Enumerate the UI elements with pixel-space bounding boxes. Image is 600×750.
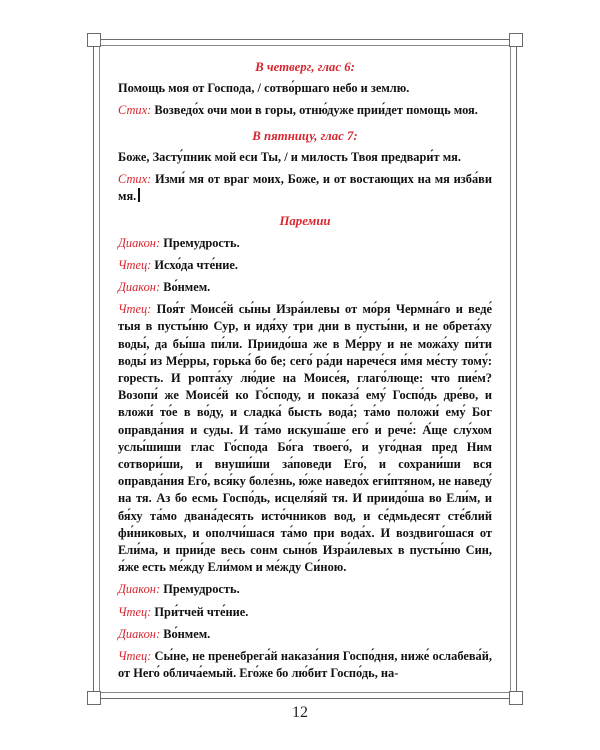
speaker-label: Диакон:: [118, 235, 161, 250]
friday-stich: [118, 171, 492, 205]
reading-text: При́тчей чте́ние.: [154, 604, 249, 619]
thursday-stich: [118, 102, 492, 119]
thursday-stich-text: Возведо́х очи мои в горы, отню́дуже прии́дет помощь моя.: [154, 103, 478, 118]
stich-label: Стих:: [118, 172, 152, 187]
frame-corner-ornament: [509, 33, 523, 47]
reading-text: Во́нмем.: [163, 626, 211, 641]
reading-line: [118, 626, 492, 643]
thursday-verse-text: Помощь моя от Господа, / сотво́ршаго небо и землю.: [118, 81, 410, 96]
thursday-verse: [118, 80, 492, 97]
speaker-label: Диакон:: [118, 280, 161, 295]
friday-stich-text: Изми́ мя от враг моих, Боже, и от востающих на мя изба́ви мя.: [118, 172, 492, 204]
friday-verse: [118, 149, 492, 166]
thursday-heading: В четверг, глас 6:: [255, 60, 355, 74]
friday-verse-text: Боже, Засту́пник мой еси Ты, / и милость Твоя предвари́т мя.: [118, 149, 461, 164]
speaker-label: Чтец:: [118, 604, 152, 619]
speaker-label: Чтец:: [118, 302, 152, 317]
reading-text: Поя́т Моисе́й сы́ны Изра́илевы от мо́ря Чермна́го и веде́ тыя в пусты́ню Сур, и идя́ху три дни в пусты́ни, и не обрета́ху воды́, да бы́ша пи́ли. Приидо́ша же в Ме́рру и не можа́ху пи́ти воды́ из Ме́рры, горька́ бо бе; сего́ ра́ди нарече́ся и́мя ме́сту тому́: горесть. И ропта́ху лю́дие на Моисе́я, глаго́люще: что пие́м? Возопи́ же Моисе́й ко Го́споду, и показа́ ему́ Госпо́дь дре́во, и вложи́ то́е в во́ду, и сладка́ бысть вода́; та́мо положи́ ему́ Бог оправда́ния и суды. И та́мо искуша́ше его́ и рече́: А́ще слу́хом услы́шиши глас Го́спода Бо́га твоего́, и уго́дная пред Ним сотвори́ши, и внуши́ши за́поведи Его́, и сохрани́ши вся оправда́ния Его́, вся́ку боле́знь, ю́же наведо́х еги́птяном, не наведу́ на тя. Аз бо есмь Госпо́дь, исцеля́яй тя. И приидо́ша во Ели́м, и бя́ху та́мо двана́десять исто́чников вод, и се́дмьдесят сте́блий фи́никовых, и ополчи́шася та́мо при вода́х. И воздвиго́шася от Ели́ма, и прии́де весь сонм сыно́в Изра́илевых в пусты́ню Син, я́же есть ме́жду Ели́мом и ме́жду Си́ною.: [118, 302, 492, 575]
speaker-label: Чтец:: [118, 649, 152, 664]
stich-label: Стих:: [118, 103, 152, 118]
reading-line: [118, 279, 492, 296]
speaker-label: Чтец:: [118, 257, 152, 272]
frame-corner-ornament: [87, 691, 101, 705]
reading-text: Исхо́да чте́ние.: [154, 257, 238, 272]
reading-line: [118, 301, 492, 576]
paremii-heading: Паремии: [279, 214, 331, 229]
reading-line: [118, 581, 492, 598]
reading-text: Премудрость.: [163, 582, 240, 597]
text-cursor: [138, 188, 140, 202]
reading-text: Премудрость.: [163, 235, 240, 250]
speaker-label: Диакон:: [118, 626, 161, 641]
reading-line: [118, 235, 492, 252]
reading-line: [118, 257, 492, 274]
frame-corner-ornament: [87, 33, 101, 47]
speaker-label: Диакон:: [118, 582, 161, 597]
reading-text: Сы́не, не пренебрега́й наказа́ния Госпо́дня, ниже́ ослабева́й, от Него́ облича́емый. Его́же бо лю́бит Госпо́дь, на-: [118, 649, 492, 681]
page-number: 12: [292, 704, 308, 721]
reading-line: [118, 648, 492, 682]
friday-heading: В пятницу, глас 7:: [252, 128, 358, 143]
frame-corner-ornament: [509, 691, 523, 705]
reading-line: [118, 604, 492, 621]
reading-text: Во́нмем.: [163, 280, 211, 295]
page-content: [118, 55, 492, 688]
